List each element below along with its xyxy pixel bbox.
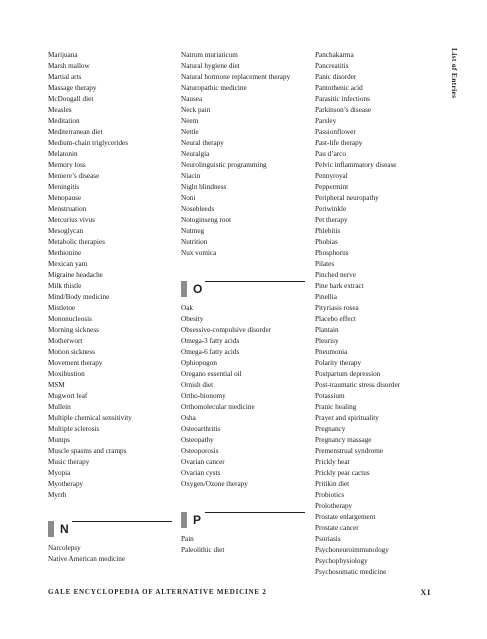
list-item: Pityriasis rosea bbox=[315, 304, 359, 312]
list-item: Naturopathic medicine bbox=[181, 84, 247, 92]
section-letter-o: O bbox=[193, 282, 203, 296]
section-bar bbox=[181, 512, 187, 528]
list-item: Parkinson’s disease bbox=[315, 106, 372, 114]
list-item: Meditation bbox=[48, 117, 80, 125]
list-item: Omega-3 fatty acids bbox=[181, 337, 240, 345]
entry-list-n bbox=[48, 543, 176, 565]
list-item: Night blindness bbox=[181, 183, 227, 191]
list-item: Myrrh bbox=[48, 491, 67, 499]
list-item: Melatonin bbox=[48, 150, 78, 158]
list-item: Pregnancy bbox=[315, 425, 346, 433]
list-item: Pau d’arco bbox=[315, 150, 346, 158]
section-rule bbox=[72, 521, 172, 522]
list-item: Psoriasis bbox=[315, 535, 341, 543]
list-item: Obsessive-compulsive disorder bbox=[181, 326, 272, 334]
list-item: Mesoglycan bbox=[48, 227, 84, 235]
list-item: Neurolinguistic programming bbox=[181, 161, 267, 169]
list-item: Orthomolecular medicine bbox=[181, 403, 255, 411]
list-item: Moxibustion bbox=[48, 370, 85, 378]
list-item: Placebo effect bbox=[315, 315, 356, 323]
list-item: Meningitis bbox=[48, 183, 80, 191]
list-item: Myotherapy bbox=[48, 480, 84, 488]
list-item: Natrum muriaticum bbox=[181, 51, 238, 59]
list-item: Motion sickness bbox=[48, 348, 95, 356]
section-header-p bbox=[181, 512, 309, 532]
section-letter-n: N bbox=[60, 522, 69, 536]
list-item: Premenstrual syndrome bbox=[315, 447, 384, 455]
list-item: Potassium bbox=[315, 392, 345, 400]
page-number: XI bbox=[420, 588, 431, 597]
list-item: Parasitic infections bbox=[315, 95, 370, 103]
list-item: Morning sickness bbox=[48, 326, 99, 334]
list-item: Milk thistle bbox=[48, 282, 82, 290]
list-item: Pleurisy bbox=[315, 337, 339, 345]
list-item: Prickly pear cactus bbox=[315, 469, 370, 477]
list-item: Prolotherapy bbox=[315, 502, 353, 510]
side-running-head: List of Entries bbox=[450, 48, 459, 99]
list-item: Polarity therapy bbox=[315, 359, 362, 367]
list-item: MSM bbox=[48, 381, 65, 389]
list-item: Pilates bbox=[315, 260, 335, 268]
list-item: Muscle spasms and cramps bbox=[48, 447, 127, 455]
list-item: Panic disorder bbox=[315, 73, 357, 81]
list-item: Oregano essential oil bbox=[181, 370, 242, 378]
list-item: Oak bbox=[181, 304, 193, 312]
list-item: Oxygen/Ozone therapy bbox=[181, 480, 248, 488]
list-item: Post-traumatic stress disorder bbox=[315, 381, 401, 389]
entry-list-p bbox=[181, 534, 309, 556]
section-bar bbox=[181, 281, 187, 297]
list-item: Prickly heat bbox=[315, 458, 350, 466]
list-item: Passionflower bbox=[315, 128, 356, 136]
list-item: Multiple sclerosis bbox=[48, 425, 100, 433]
page-footer bbox=[48, 588, 431, 600]
footer-title: GALE ENCYCLOPEDIA OF ALTERNATIVE MEDICINE 2 bbox=[48, 588, 267, 596]
entry-list-o bbox=[181, 303, 309, 490]
list-item: Mistletoe bbox=[48, 304, 76, 312]
list-item: Martial arts bbox=[48, 73, 82, 81]
list-item: Nutrition bbox=[181, 238, 208, 246]
list-item: Phlebitis bbox=[315, 227, 341, 235]
list-item: Peripheral neuropathy bbox=[315, 194, 379, 202]
list-item: Plantain bbox=[315, 326, 339, 334]
list-item: Massage therapy bbox=[48, 84, 97, 92]
list-item: Multiple chemical sensitivity bbox=[48, 414, 132, 422]
entry-list-p-cont bbox=[315, 50, 445, 578]
list-item: Omega-6 fatty acids bbox=[181, 348, 240, 356]
list-item: Methionine bbox=[48, 249, 82, 257]
list-item: Mononucleosis bbox=[48, 315, 92, 323]
list-item: Periwinkle bbox=[315, 205, 347, 213]
list-item: Menopause bbox=[48, 194, 82, 202]
list-item: Psychosomatic medicine bbox=[315, 568, 387, 576]
list-item: Postpartum depression bbox=[315, 370, 381, 378]
section-rule bbox=[205, 512, 305, 513]
list-item: Osteoarthritis bbox=[181, 425, 221, 433]
list-item: Mediterranean diet bbox=[48, 128, 103, 136]
list-item: Mercurius vivus bbox=[48, 216, 95, 224]
list-item: Prostate cancer bbox=[315, 524, 359, 532]
list-item: Nux vomica bbox=[181, 249, 217, 257]
list-item: Ovarian cysts bbox=[181, 469, 221, 477]
column-1 bbox=[48, 50, 176, 565]
list-item: Ornish diet bbox=[181, 381, 214, 389]
list-item: Pneumonia bbox=[315, 348, 348, 356]
list-item: Notoginseng root bbox=[181, 216, 232, 224]
list-item: Music therapy bbox=[48, 458, 90, 466]
entry-list-m bbox=[48, 50, 176, 501]
list-item: Mexican yam bbox=[48, 260, 88, 268]
section-rule bbox=[205, 281, 305, 282]
list-item: Nausea bbox=[181, 95, 203, 103]
list-item: Probiotics bbox=[315, 491, 345, 499]
list-item: Pantothenic acid bbox=[315, 84, 363, 92]
list-item: Phobias bbox=[315, 238, 338, 246]
list-item: Meniere’s disease bbox=[48, 172, 100, 180]
list-item: Nosebleeds bbox=[181, 205, 215, 213]
list-item: Movement therapy bbox=[48, 359, 103, 367]
column-2 bbox=[181, 50, 309, 556]
list-item: Mumps bbox=[48, 436, 70, 444]
section-header-n bbox=[48, 521, 176, 541]
list-item: Marijuana bbox=[48, 51, 78, 59]
list-item: Motherwort bbox=[48, 337, 83, 345]
list-item: Metabolic therapies bbox=[48, 238, 105, 246]
list-item: McDougall diet bbox=[48, 95, 94, 103]
list-item: Measles bbox=[48, 106, 72, 114]
entry-list-n-cont bbox=[181, 50, 309, 259]
list-item: Prostate enlargement bbox=[315, 513, 376, 521]
list-item: Panchakarma bbox=[315, 51, 354, 59]
list-item: Narcolepsy bbox=[48, 544, 81, 552]
list-item: Ortho-bionomy bbox=[181, 392, 226, 400]
list-item: Pregnancy massage bbox=[315, 436, 372, 444]
section-header-o bbox=[181, 281, 309, 301]
list-item: Noni bbox=[181, 194, 196, 202]
list-item: Pritikin diet bbox=[315, 480, 350, 488]
list-item: Neck pain bbox=[181, 106, 211, 114]
list-item: Mullein bbox=[48, 403, 71, 411]
section-bar bbox=[48, 521, 54, 537]
list-item: Neural therapy bbox=[181, 139, 224, 147]
list-item: Osteoporosis bbox=[181, 447, 219, 455]
list-item: Psychophysiology bbox=[315, 557, 368, 565]
list-item: Pennyroyal bbox=[315, 172, 348, 180]
list-item: Mugwort leaf bbox=[48, 392, 88, 400]
list-item: Osha bbox=[181, 414, 196, 422]
list-item: Niacin bbox=[181, 172, 201, 180]
list-item: Native American medicine bbox=[48, 555, 126, 563]
list-item: Pet therapy bbox=[315, 216, 348, 224]
section-letter-p: P bbox=[193, 513, 202, 527]
list-item: Neem bbox=[181, 117, 199, 125]
list-item: Natural hygiene diet bbox=[181, 62, 240, 70]
column-3 bbox=[315, 50, 445, 578]
list-item: Ophiopogon bbox=[181, 359, 217, 367]
list-item: Pinellia bbox=[315, 293, 337, 301]
list-item: Neuralgia bbox=[181, 150, 210, 158]
list-item: Ovarian cancer bbox=[181, 458, 225, 466]
list-item: Paleolithic diet bbox=[181, 546, 225, 554]
list-item: Pinched nerve bbox=[315, 271, 356, 279]
list-item: Prayer and spirituality bbox=[315, 414, 379, 422]
list-item: Obesity bbox=[181, 315, 204, 323]
list-item: Memory loss bbox=[48, 161, 86, 169]
list-item: Nutmeg bbox=[181, 227, 205, 235]
list-item: Menstruation bbox=[48, 205, 87, 213]
list-item: Psychoneuroimmunology bbox=[315, 546, 389, 554]
list-item: Pancreatitis bbox=[315, 62, 349, 70]
list-item: Pranic healing bbox=[315, 403, 357, 411]
list-item: Pine bark extract bbox=[315, 282, 364, 290]
list-item: Marsh mallow bbox=[48, 62, 90, 70]
list-item: Mind/Body medicine bbox=[48, 293, 110, 301]
list-item: Natural hormone replacement therapy bbox=[181, 73, 291, 81]
list-item: Pelvic inflammatory disease bbox=[315, 161, 397, 169]
list-item: Pain bbox=[181, 535, 194, 543]
list-item: Phosphorus bbox=[315, 249, 349, 257]
list-item: Past-life therapy bbox=[315, 139, 363, 147]
list-item: Parsley bbox=[315, 117, 337, 125]
list-item: Nettle bbox=[181, 128, 199, 136]
list-item: Peppermint bbox=[315, 183, 349, 191]
list-item: Medium-chain triglycerides bbox=[48, 139, 129, 147]
list-item: Osteopathy bbox=[181, 436, 214, 444]
list-item: Migraine headache bbox=[48, 271, 103, 279]
list-item: Myopia bbox=[48, 469, 71, 477]
